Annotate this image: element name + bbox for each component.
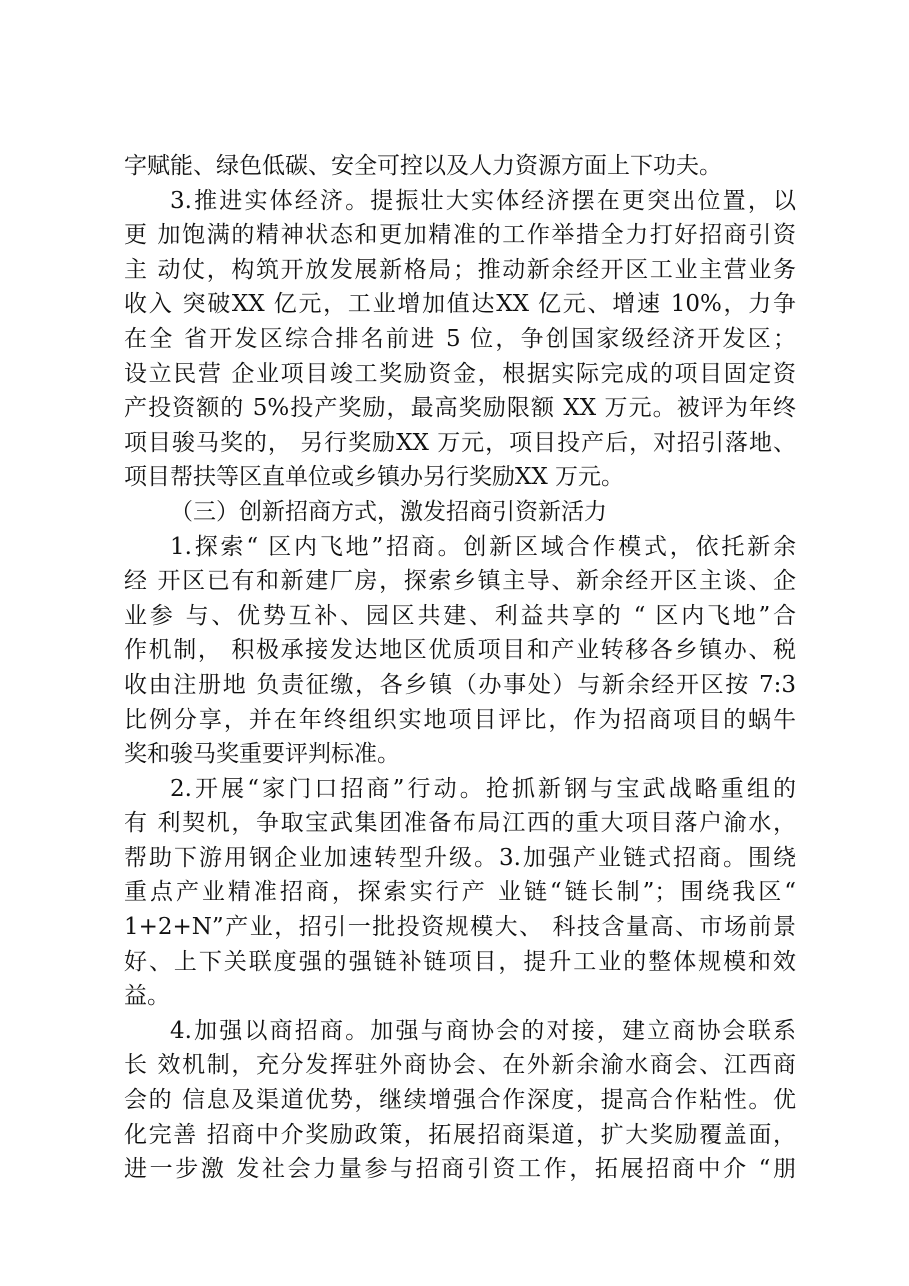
text-line: 产投资额的 5%投产奖励，最高奖励限额 XX 万元。被评为年终 xyxy=(124,395,796,422)
text-line: 奖和骏马奖重要评判标准。 xyxy=(124,741,400,768)
text-line: 好、上下关联度强的强链补链项目，提升工业的整体规模和效 xyxy=(124,948,796,975)
text-line: 设立民营 企业项目竣工奖励资金，根据实际完成的项目固定资 xyxy=(124,360,796,387)
text-line: 1+2+N”产业，招引一批投资规模大、 科技含量高、市场前景 xyxy=(124,914,796,941)
text-line: 化完善 招商中介奖励政策，拓展招商渠道，扩大奖励覆盖面， xyxy=(124,1121,796,1148)
text-line: （三）创新招商方式，激发招商引资新活力 xyxy=(170,498,607,525)
text-line: 有 利契机，争取宝武集团准备布局江西的重大项目落户渝水， xyxy=(124,810,796,837)
text-line: 项目骏马奖的， 另行奖励XX 万元，项目投产后，对招引落地、 xyxy=(124,429,796,456)
text-line: 更 加饱满的精神状态和更加精准的工作举措全力打好招商引资 xyxy=(124,222,796,249)
text-line: 会的 信息及渠道优势，继续增强合作深度，提高合作粘性。优 xyxy=(124,1087,796,1114)
text-line: 3.推进实体经济。提振壮大实体经济摆在更突出位置，以 xyxy=(170,187,796,214)
text-line: 主 动仗，构筑开放发展新格局；推动新余经开区工业主营业务 xyxy=(124,256,796,283)
text-line: 1.探索“ 区内飞地”招商。创新区域合作模式，依托新余 xyxy=(170,533,796,560)
text-line: 益。 xyxy=(124,983,170,1010)
text-line: 收入 突破XX 亿元，工业增加值达XX 亿元、增速 10%，力争 xyxy=(124,291,796,318)
text-line: 比例分享，并在年终组织实地项目评比，作为招商项目的蜗牛 xyxy=(124,706,796,733)
text-line: 在全 省开发区综合排名前进 5 位，争创国家级经济开发区； xyxy=(124,325,796,352)
text-line: 作机制， 积极承接发达地区优质项目和产业转移各乡镇办、税 xyxy=(124,637,796,664)
text-line: 重点产业精准招商，探索实行产 业链“链长制”；围绕我区“ xyxy=(124,879,796,906)
text-line: 字赋能、绿色低碳、安全可控以及人力资源方面上下功夫。 xyxy=(124,153,722,179)
text-line: 经 开区已有和新建厂房，探索乡镇主导、新余经开区主谈、企 xyxy=(124,568,796,595)
text-line: 业参 与、优势互补、园区共建、利益共享的 “ 区内飞地”合 xyxy=(124,602,796,629)
text-line: 2.开展“家门口招商”行动。抢抓新钢与宝武战略重组的 xyxy=(170,775,796,802)
text-line: 4.加强以商招商。加强与商协会的对接，建立商协会联系 xyxy=(170,1017,796,1044)
text-line: 帮助下游用钢企业加速转型升级。3.加强产业链式招商。围绕 xyxy=(124,844,796,871)
text-line: 长 效机制，充分发挥驻外商协会、在外新余渝水商会、江西商 xyxy=(124,1052,796,1079)
document-body xyxy=(124,149,796,1187)
text-line: 收由注册地 负责征缴，各乡镇（办事处）与新余经开区按 7:3 xyxy=(124,671,796,698)
text-line: 项目帮扶等区直单位或乡镇办另行奖励XX 万元。 xyxy=(124,464,625,491)
text-line: 进一步激 发社会力量参与招商引资工作，拓展招商中介 “朋 xyxy=(124,1156,796,1183)
